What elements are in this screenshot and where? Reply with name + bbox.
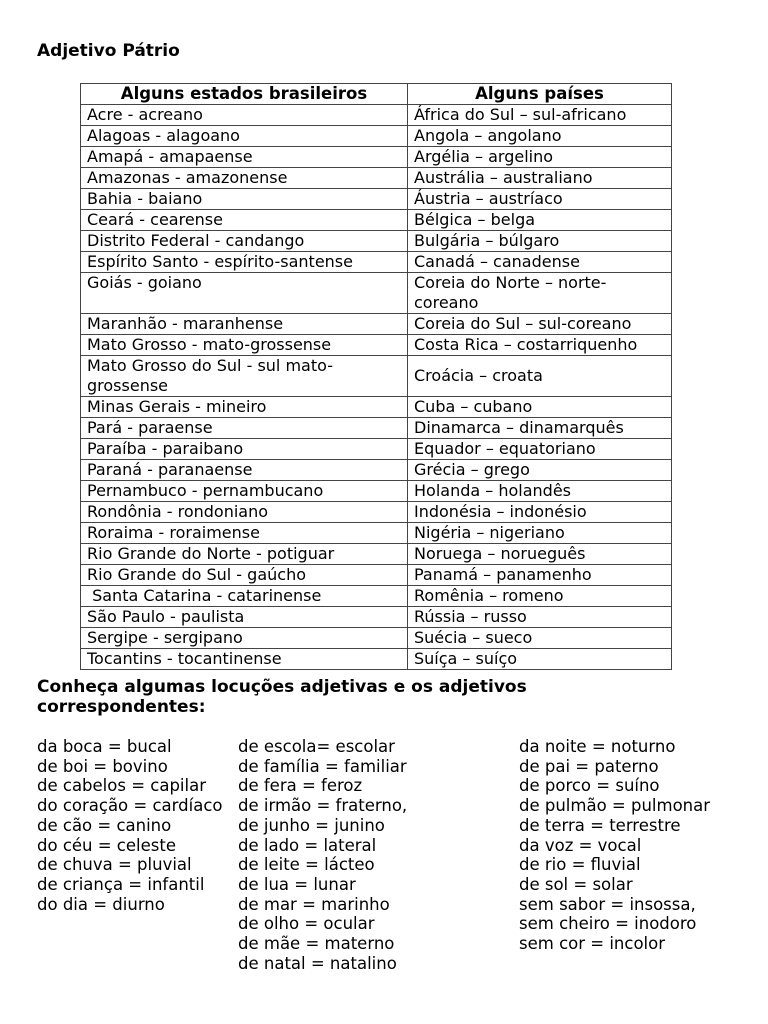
country-cell: Noruega – norueguês <box>408 544 672 565</box>
state-cell: Pernambuco - pernambucano <box>81 481 408 502</box>
locucao-item: de lua = lunar <box>238 874 356 894</box>
state-cell: Rio Grande do Sul - gaúcho <box>81 565 408 586</box>
table-row <box>81 231 672 252</box>
table-row <box>81 126 672 147</box>
country-cell: Equador – equatoriano <box>408 439 672 460</box>
table-body <box>81 105 672 670</box>
table-row <box>81 189 672 210</box>
country-cell: Cuba – cubano <box>408 397 672 418</box>
state-cell: Alagoas - alagoano <box>81 126 408 147</box>
locucao-item: da boca = bucal <box>37 737 172 756</box>
locucao-item: de irmão = fraterno, <box>238 796 408 816</box>
country-cell: Indonésia – indonésio <box>408 502 672 523</box>
locucao-item: sem sabor = insossa, <box>519 894 696 914</box>
locucao-item: de mar = marinho <box>238 894 390 914</box>
country-cell: Áustria – austríaco <box>408 189 672 210</box>
state-cell: Maranhão - maranhense <box>81 314 408 335</box>
locucoes-column-2 <box>238 737 488 973</box>
country-cell: Grécia – grego <box>408 460 672 481</box>
locucao-item: do coração = cardíaco <box>37 796 223 816</box>
locucao-item: de leite = lácteo <box>238 855 375 875</box>
state-cell: Roraima - roraimense <box>81 523 408 544</box>
country-cell: Argélia – argelino <box>408 147 672 168</box>
state-cell: Tocantins - tocantinense <box>81 649 408 670</box>
header-countries: Alguns países <box>408 84 672 105</box>
locucao-item: do dia = diurno <box>37 894 165 914</box>
locucao-item: de rio = fluvial <box>519 855 641 875</box>
country-cell: Angola – angolano <box>408 126 672 147</box>
table-row <box>81 335 672 356</box>
table-row <box>81 439 672 460</box>
table-row <box>81 502 672 523</box>
table-row <box>81 210 672 231</box>
page-title: Adjetivo Pátrio <box>37 41 180 61</box>
locucao-item: de boi = bovino <box>37 756 168 776</box>
locucao-item: de lado = lateral <box>238 835 377 855</box>
country-cell: Rússia – russo <box>408 607 672 628</box>
table-row <box>81 418 672 439</box>
state-cell: Paraná - paranaense <box>81 460 408 481</box>
locucao-item: de terra = terrestre <box>519 815 681 835</box>
state-cell: Mato Grosso - mato-grossense <box>81 335 408 356</box>
table-row <box>81 314 672 335</box>
table-row <box>81 460 672 481</box>
table-row <box>81 105 672 126</box>
country-cell: Holanda – holandês <box>408 481 672 502</box>
table-row <box>81 273 672 314</box>
table-row <box>81 356 672 397</box>
locucao-item: de família = familiar <box>238 756 407 776</box>
state-cell: Rio Grande do Norte - potiguar <box>81 544 408 565</box>
locucao-item: do céu = celeste <box>37 835 176 855</box>
table-row <box>81 628 672 649</box>
state-cell: São Paulo - paulista <box>81 607 408 628</box>
locucao-item: de junho = junino <box>238 815 385 835</box>
country-cell: Canadá – canadense <box>408 252 672 273</box>
country-cell: Nigéria – nigeriano <box>408 523 672 544</box>
country-cell: Dinamarca – dinamarquês <box>408 418 672 439</box>
header-states: Alguns estados brasileiros <box>81 84 408 105</box>
table-row <box>81 649 672 670</box>
state-cell: Sergipe - sergipano <box>81 628 408 649</box>
state-cell: Bahia - baiano <box>81 189 408 210</box>
table-row <box>81 586 672 607</box>
country-cell: Costa Rica – costarriquenho <box>408 335 672 356</box>
table-row <box>81 607 672 628</box>
state-cell: Pará - paraense <box>81 418 408 439</box>
country-cell: Suíça – suíço <box>408 649 672 670</box>
country-cell: Austrália – australiano <box>408 168 672 189</box>
table-row <box>81 168 672 189</box>
locucao-item: de criança = infantil <box>37 874 205 894</box>
locucao-item: da noite = noturno <box>519 737 676 756</box>
table-row <box>81 397 672 418</box>
state-cell: Amazonas - amazonense <box>81 168 408 189</box>
country-cell: Suécia – sueco <box>408 628 672 649</box>
state-cell: Distrito Federal - candango <box>81 231 408 252</box>
country-cell: Coreia do Sul – sul-coreano <box>408 314 672 335</box>
state-cell: Acre - acreano <box>81 105 408 126</box>
country-cell: Croácia – croata <box>408 356 672 397</box>
country-cell: África do Sul – sul-africano <box>408 105 672 126</box>
state-cell: Mato Grosso do Sul - sul mato-grossense <box>81 356 408 397</box>
gentilic-table <box>80 83 672 670</box>
locucao-item: de cabelos = capilar <box>37 776 206 796</box>
state-cell: Ceará - cearense <box>81 210 408 231</box>
locucao-item: de mãe = materno <box>238 934 395 954</box>
locucao-item: de fera = feroz <box>238 776 363 796</box>
table-row <box>81 544 672 565</box>
state-cell: Rondônia - rondoniano <box>81 502 408 523</box>
locucao-item: sem cheiro = inodoro <box>519 914 697 934</box>
locucao-item: de pai = paterno <box>519 756 659 776</box>
state-cell: Santa Catarina - catarinense <box>81 586 408 607</box>
locucao-item: de olho = ocular <box>238 914 375 934</box>
country-cell: Panamá – panamenho <box>408 565 672 586</box>
table-row <box>81 252 672 273</box>
locucoes-column-1 <box>37 737 225 914</box>
locucoes-column-3 <box>519 737 739 954</box>
locucao-item: sem cor = incolor <box>519 934 666 954</box>
table-header-row <box>81 84 672 105</box>
state-cell: Minas Gerais - mineiro <box>81 397 408 418</box>
locucao-item: de escola= escolar <box>238 737 395 756</box>
state-cell: Goiás - goiano <box>81 273 408 314</box>
locucao-item: de cão = canino <box>37 815 172 835</box>
state-cell: Paraíba - paraibano <box>81 439 408 460</box>
table-row <box>81 565 672 586</box>
table-row <box>81 523 672 544</box>
state-cell: Espírito Santo - espírito-santense <box>81 252 408 273</box>
locucao-item: de sol = solar <box>519 874 633 894</box>
section-title: Conheça algumas locuções adjetivas e os adjetivos correspondentes: <box>37 677 527 717</box>
country-cell: Coreia do Norte – norte-coreano <box>408 273 672 314</box>
country-cell: Bulgária – búlgaro <box>408 231 672 252</box>
state-cell: Amapá - amapaense <box>81 147 408 168</box>
locucao-item: de natal = natalino <box>238 953 397 973</box>
locucao-item: da voz = vocal <box>519 835 642 855</box>
country-cell: Romênia – romeno <box>408 586 672 607</box>
country-cell: Bélgica – belga <box>408 210 672 231</box>
table-row <box>81 147 672 168</box>
table-row <box>81 481 672 502</box>
locucao-item: de porco = suíno <box>519 776 660 796</box>
locucao-item: de chuva = pluvial <box>37 855 192 875</box>
locucao-item: de pulmão = pulmonar <box>519 796 711 816</box>
